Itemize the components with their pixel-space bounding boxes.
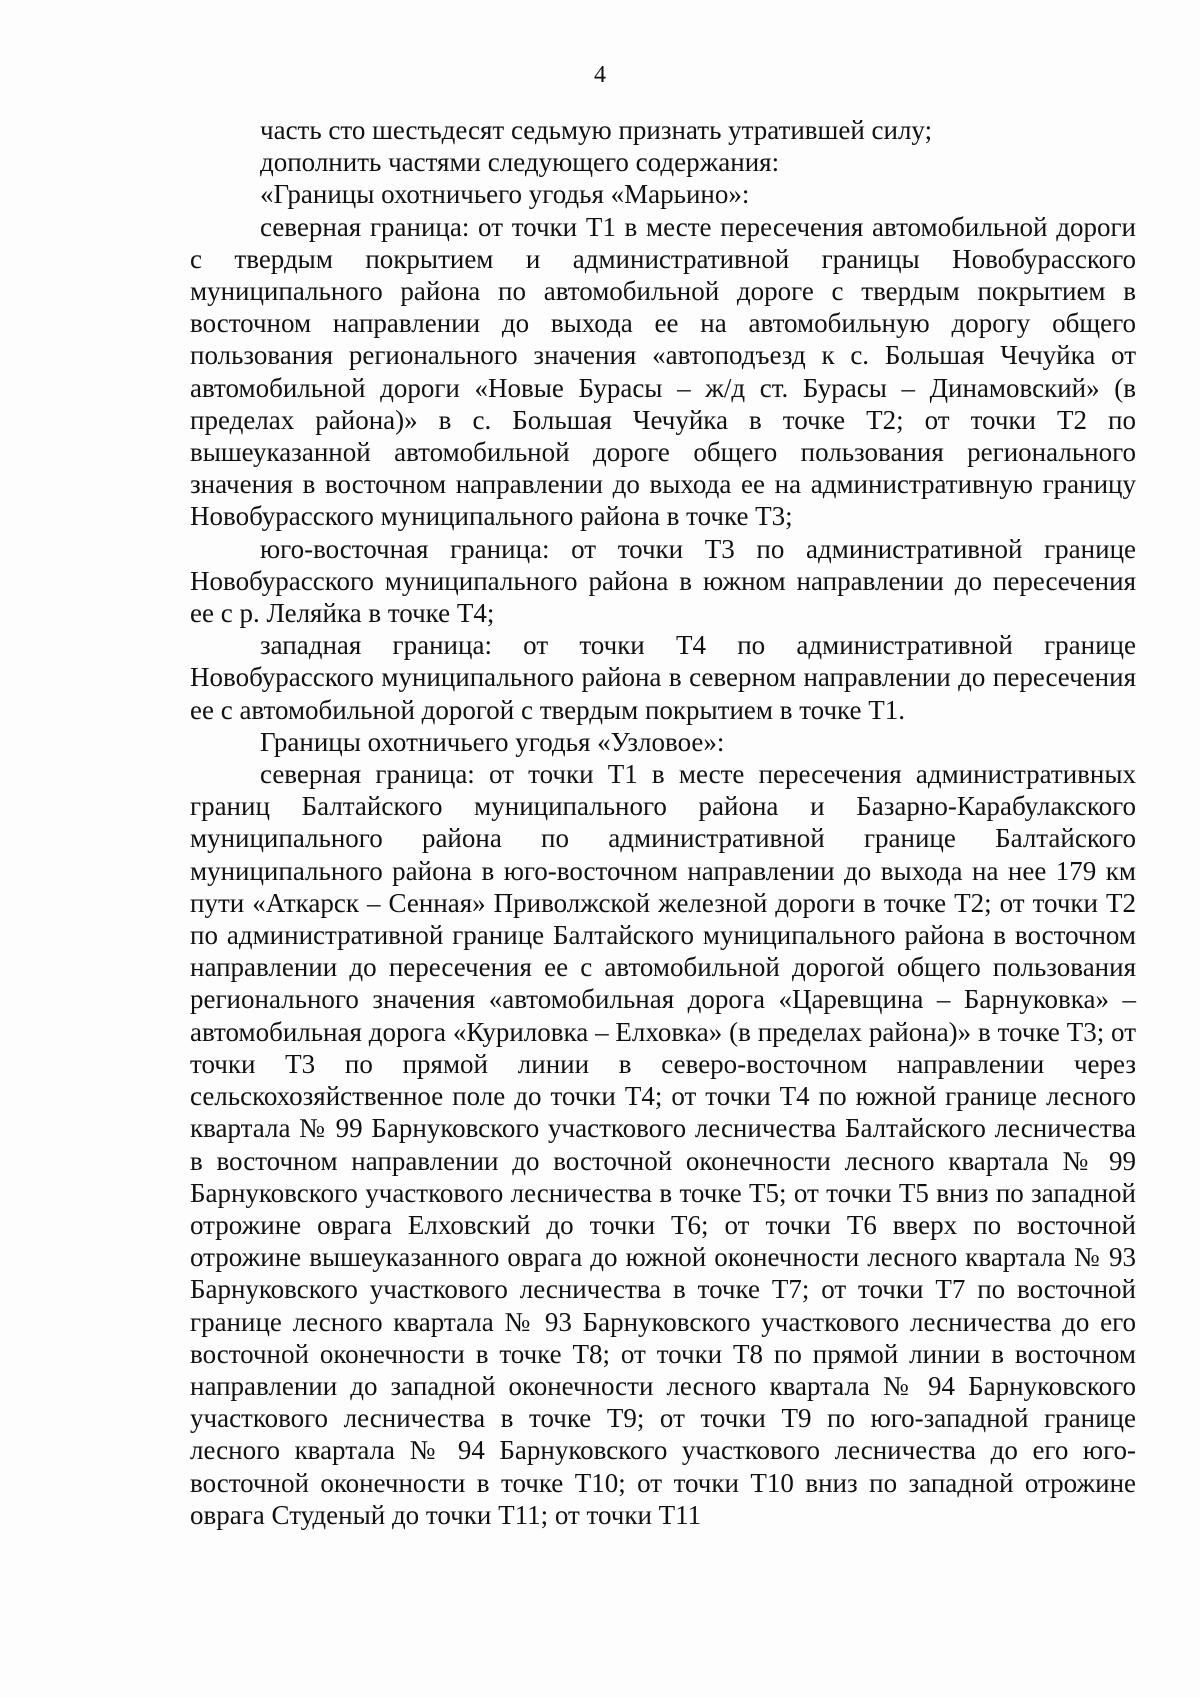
document-body: [190, 114, 1136, 1531]
paragraph-uzlovoe-north-boundary: северная граница: от точки Т1 в месте пересечения административных границ Балтайского муниципального района и Базарно-Карабулакского муниципального района по административной границе Балтайского муниципального района в юго-восточном направлении до выхода на нее 179 км пути «Аткарск – Сенная» Приволжской железной дороги в точке Т2; от точки Т2 по административной границе Балтайского муниципального района в восточном направлении до пересечения ее с автомобильной дорогой общего пользования регионального значения «автомобильная дорога «Царевщина – Барнуковка» – автомобильная дорога «Куриловка – Елховка» (в пределах района)» в точке Т3; от точки Т3 по прямой линии в северо-восточном направлении через сельскохозяйственное поле до точки Т4; от точки Т4 по южной границе лесного квартала № 99 Барнуковского участкового лесничества Балтайского лесничества в восточном направлении до восточной оконечности лесного квартала № 99 Барнуковского участкового лесничества в точке Т5; от точки Т5 вниз по западной отрожине оврага Елховский до точки Т6; от точки Т6 вверх по восточной отрожине вышеуказанного оврага до южной оконечности лесного квартала № 93 Барнуковского участкового лесничества в точке Т7; от точки Т7 по восточной границе лесного квартала № 93 Барнуковского участкового лесничества до его восточной оконечности в точке Т8; от точки Т8 по прямой линии в восточном направлении до западной оконечности лесного квартала № 94 Барнуковского участкового лесничества в точке Т9; от точки Т9 по юго-западной границе лесного квартала № 94 Барнуковского участкового лесничества до его юго-восточной оконечности в точке Т10; от точки Т10 вниз по западной отрожине оврага Студеный до точки Т11; от точки Т11: [190, 759, 1136, 1530]
paragraph-marino-west-boundary: западная граница: от точки Т4 по административной границе Новобурасского муниципального района в северном направлении до пересечения ее с автомобильной дорогой с твердым покрытием в точке Т1.: [190, 630, 1136, 725]
heading-uzlovoe-boundaries: Границы охотничьего угодья «Узловое»:: [260, 726, 725, 757]
paragraph-repeal: часть сто шестьдесят седьмую признать утратившей силу;: [260, 115, 933, 145]
paragraph-marino-north-boundary: северная граница: от точки Т1 в месте пересечения автомобильной дороги с твердым покрытием и административной границы Новобурасского муниципального района по автомобильной дороге с твердым покрытием в восточном направлении до выхода ее на автомобильную дорогу общего пользования регионального значения «автоподъезд к с. Большая Чечуйка от автомобильной дороги «Новые Бурасы – ж/д ст. Бурасы – Динамовский» (в пределах района)» в с. Большая Чечуйка в точке Т2; от точки Т2 по вышеуказанной автомобильной дороге общего пользования регионального значения в восточном направлении до выхода ее на административную границу Новобурасского муниципального района в точке Т3;: [190, 211, 1136, 532]
heading-marino-boundaries: «Границы охотничьего угодья «Марьино»:: [260, 179, 750, 210]
paragraph-marino-southeast-boundary: юго-восточная граница: от точки Т3 по административной границе Новобурасского муниципального района в южном направлении до пересечения ее с р. Леляйка в точке Т4;: [190, 533, 1136, 629]
paragraph-supplement-intro: дополнить частями следующего содержания:: [260, 147, 780, 178]
page-number: 4: [594, 62, 606, 88]
